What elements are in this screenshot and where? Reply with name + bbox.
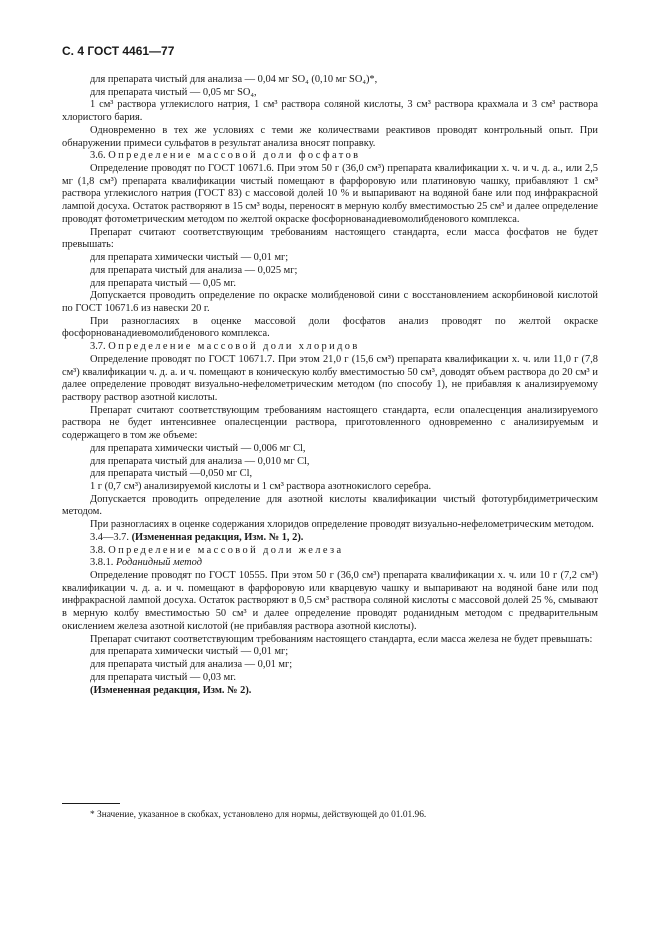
list-item: для препарата химически чистый — 0,01 мг; bbox=[90, 252, 289, 264]
control-paragraph: Одновременно в тех же условиях с теми же количествами реактивов проводят контрольный опыт. При обнаружении примеси сульфатов в результат анализа вносят поправку. bbox=[62, 124, 598, 149]
reagent-line: 1 см³ раствора углекислого натрия, 1 см³ раствора соляной кислоты, 3 см³ раствора крахмала и 3 см³ раствора хлористого бария. bbox=[62, 99, 598, 124]
document-body bbox=[62, 74, 598, 697]
list-item: для препарата химически чистый — 0,01 мг; bbox=[90, 646, 289, 658]
list-item: для препарата чистый для анализа — 0,01 мг; bbox=[90, 659, 293, 671]
paragraph: При разногласиях в оценке содержания хлоридов определение проводят визуально-нефелометрическим методом. bbox=[90, 519, 594, 531]
amendment-text: (Измененная редакция, Изм. № 1, 2). bbox=[131, 531, 304, 543]
section-number: 3.7. bbox=[90, 341, 106, 353]
section-title: Определение массовой доли фосфатов bbox=[108, 150, 361, 162]
page-header: С. 4 ГОСТ 4461—77 bbox=[62, 44, 175, 58]
paragraph: Определение проводят по ГОСТ 10671.7. При этом 21,0 г (15,6 см³) препарата квалификации х. ч. или 11,0 г (7,8 см³) квалификации ч. д. а. и ч. помещают в коническую колбу вместимостью 50 см³, доводят объем раствора до 20 см³ и далее определение проводят визуально-нефелометрическим методом (по способу 1), не прибавляя к анализируемому раствору раствор азотной кислоты. bbox=[62, 353, 598, 403]
list-item: для препарата чистый — 0,05 мг. bbox=[90, 277, 236, 289]
section-3-8-1-heading bbox=[62, 557, 598, 570]
paragraph: Определение проводят по ГОСТ 10555. При этом 50 г (36,0 см³) препарата квалификации х. ч. или 10 г (7,2 см³) квалификации ч. д. а. и ч. помещают в фарфоровую или кварцевую чашку и выпаривают на водяной бане или под инфракрасной лампой досуха. Остаток растворяют в 0,5 см³ раствора соляной кислоты с массовой долей 25 %, смывают в мерную колбу вместимостью 50 см³ и далее определение проводят роданидным методом с предварительным окислением железа азотной кислотой (не прибавляя раствора азотной кислоты). bbox=[62, 570, 598, 632]
amendment-note: (Измененная редакция, Изм. № 2). bbox=[90, 684, 252, 696]
list-item: для препарата химически чистый — 0,006 мг Cl, bbox=[90, 442, 306, 454]
amendment-note bbox=[62, 532, 598, 545]
paragraph: Препарат считают соответствующим требованиям настоящего стандарта, если масса железа не будет превышать: bbox=[90, 633, 593, 645]
section-3-6-heading bbox=[62, 150, 598, 163]
sulfate-norm-line: для препарата чистый — 0,05 мг SO₄, bbox=[90, 86, 257, 98]
sulfate-norm-line: для препарата чистый для анализа — 0,04 мг SO₄ (0,10 мг SO₄)*, bbox=[90, 74, 378, 85]
amendment-range: 3.4—3.7. bbox=[90, 531, 129, 543]
paragraph: Определение проводят по ГОСТ 10671.6. При этом 50 г (36,0 см³) препарата квалификации х. ч. и ч. д. а., или 2,5 мг (1,8 см³) препарата квалификации чистый помещают в фарфоровую или платиновую чашку, прибавляют 1 см³ раствора углекислого натрия (ГОСТ 83) с массовой долей 10 % и выпаривают на водяной бане или под инфракрасной лампой досуха. Остаток растворяют в 15 см³ воды, переносят в мерную колбу вместимостью 25 см³ и далее определение проводят фотометрическим методом по желтой окраске фосфорнованадиевомолибденового комплекса. bbox=[62, 163, 598, 225]
footnote-divider bbox=[62, 803, 120, 804]
section-title: Роданидный метод bbox=[116, 557, 202, 569]
list-item: 1 г (0,7 см³) анализируемой кислоты и 1 см³ раствора азотнокислого серебра. bbox=[90, 481, 432, 492]
section-number: 3.8. bbox=[90, 544, 106, 556]
paragraph: Допускается проводить определение по окраске молибденовой сини с восстановлением аскорбиновой кислотой по ГОСТ 10671.6 из навески 20 г. bbox=[62, 290, 598, 314]
section-number: 3.6. bbox=[90, 150, 106, 162]
paragraph: Препарат считают соответствующим требованиям настоящего стандарта, если масса фосфатов не будет превышать: bbox=[62, 226, 598, 251]
paragraph: При разногласиях в оценке массовой доли фосфатов анализ проводят по желтой окраске фосфорнованадиевомолибденового комплекса. bbox=[62, 315, 598, 340]
footnote: * Значение, указанное в скобках, установлено для нормы, действующей до 01.01.96. bbox=[90, 810, 427, 820]
section-3-8-heading bbox=[62, 545, 598, 558]
section-title: Определение массовой доли железа bbox=[108, 544, 344, 556]
section-number: 3.8.1. bbox=[90, 557, 114, 569]
list-item: для препарата чистый для анализа — 0,010 мг Cl, bbox=[90, 455, 310, 467]
list-item: для препарата чистый —0,050 мг Cl, bbox=[90, 468, 253, 480]
paragraph: Препарат считают соответствующим требованиям настоящего стандарта, если опалесценция анализируемого раствора не будет интенсивнее опалесценции раствора, приготовленного одновременно с анализируемым и содержащего в том же объеме: bbox=[62, 404, 598, 442]
paragraph: Допускается проводить определение для азотной кислоты квалификации чистый фототурбидиметрическим методом. bbox=[62, 493, 598, 518]
section-3-7-heading bbox=[62, 341, 598, 354]
section-title: Определение массовой доли хлоридов bbox=[108, 341, 360, 353]
list-item: для препарата чистый для анализа — 0,025 мг; bbox=[90, 264, 298, 276]
list-item: для препарата чистый — 0,03 мг. bbox=[90, 671, 236, 683]
